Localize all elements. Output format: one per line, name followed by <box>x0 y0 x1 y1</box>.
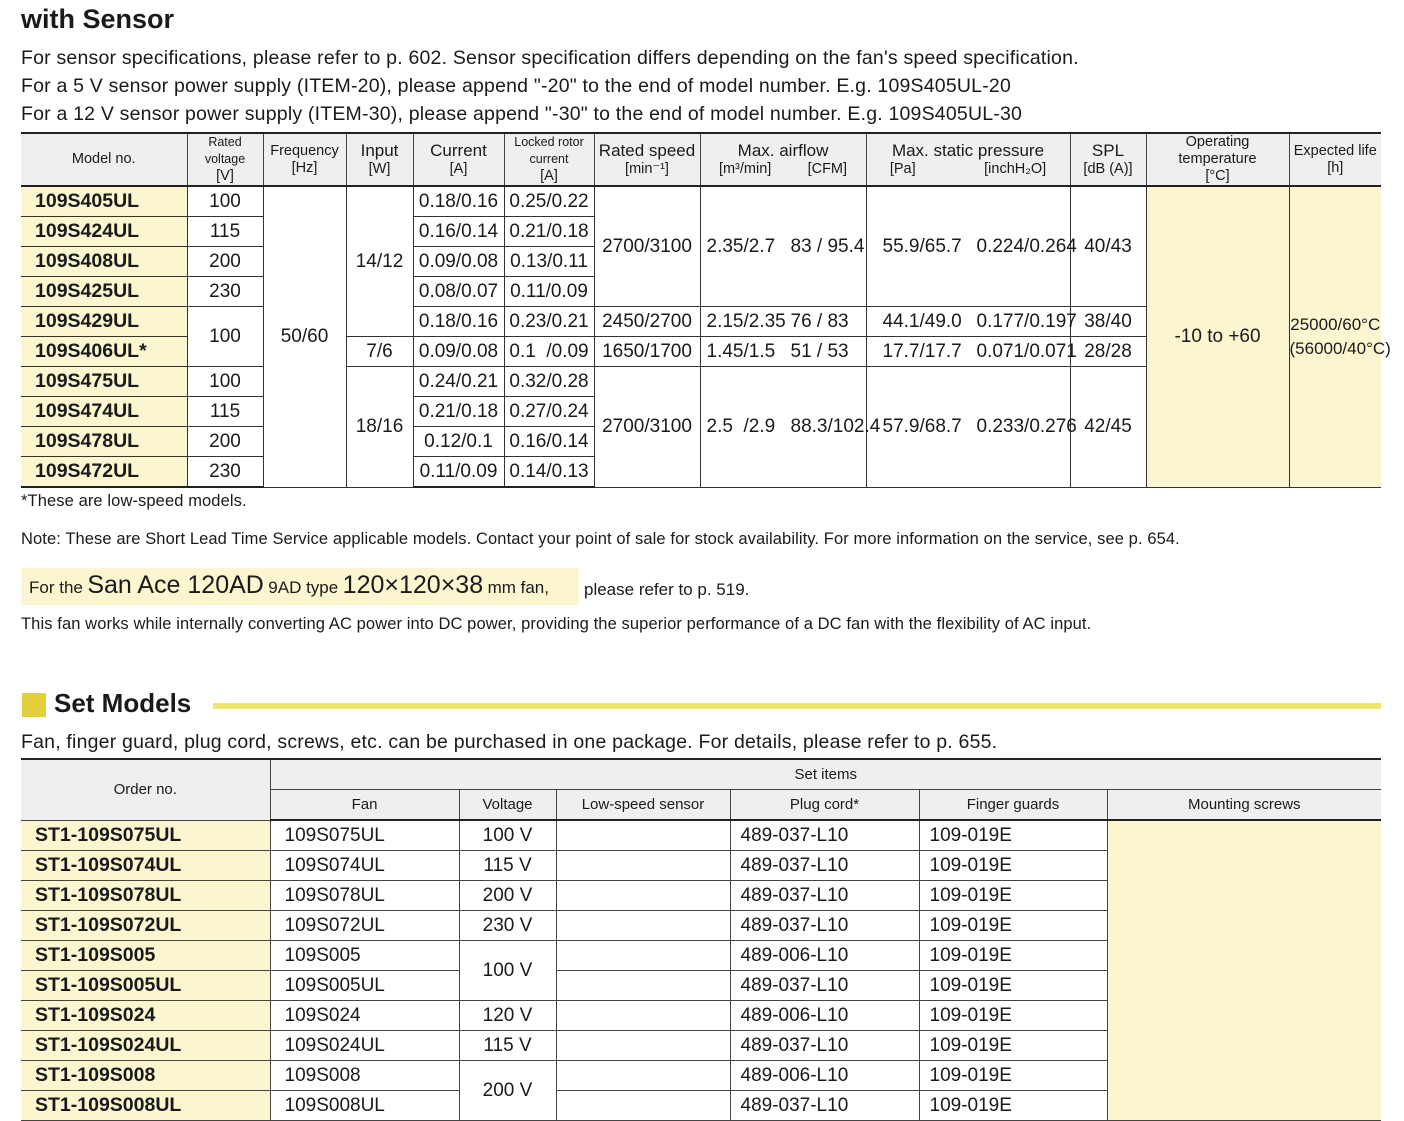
locked-rotor-current: 0.23/0.21 <box>504 307 594 337</box>
locked-rotor-current: 0.13/0.11 <box>504 247 594 277</box>
order-no: ST1-109S008 <box>21 1061 270 1091</box>
rated-voltage: 200 <box>187 247 263 277</box>
low-speed-sensor <box>556 1061 730 1091</box>
plug-cord: 489-037-L10 <box>730 820 919 851</box>
voltage: 100 V <box>459 941 556 1001</box>
header-max-static-pressure: Max. static pressure [Pa] [inchH₂O] <box>866 133 1070 186</box>
input: 7/6 <box>346 337 413 367</box>
current: 0.21/0.18 <box>413 397 504 427</box>
header-fan: Fan <box>270 790 459 821</box>
frequency: 50/60 <box>263 186 346 487</box>
rated-voltage: 115 <box>187 217 263 247</box>
locked-rotor-current: 0.16/0.14 <box>504 427 594 457</box>
model-no: 109S429UL <box>21 307 187 337</box>
finger-guard: 109-019E <box>919 971 1107 1001</box>
voltage: 115 V <box>459 851 556 881</box>
short-lead-time-note: Note: These are Short Lead Time Service applicable models. Contact your point of sale for stock availability. For more information on the service, see p. 654. <box>21 530 1180 548</box>
input: 18/16 <box>346 367 413 488</box>
header-voltage: Voltage <box>459 790 556 821</box>
model-no: 109S478UL <box>21 427 187 457</box>
fan: 109S008 <box>270 1061 459 1091</box>
header-expected-life: Expected life [h] <box>1289 133 1381 186</box>
set-models-heading <box>21 688 1381 724</box>
plug-cord: 489-037-L10 <box>730 1031 919 1061</box>
order-no: ST1-109S005UL <box>21 971 270 1001</box>
operating-temperature: -10 to +60 <box>1146 186 1289 487</box>
locked-rotor-current: 0.32/0.28 <box>504 367 594 397</box>
related-product-reference <box>21 568 579 605</box>
fan: 109S078UL <box>270 881 459 911</box>
max-airflow: 2.35/2.7 83 / 95.4 <box>700 186 866 307</box>
locked-rotor-current: 0.14/0.13 <box>504 457 594 488</box>
header-current: Current [A] <box>413 133 504 186</box>
table-row <box>21 820 1381 851</box>
plug-cord: 489-037-L10 <box>730 851 919 881</box>
order-no: ST1-109S075UL <box>21 820 270 851</box>
max-airflow: 2.15/2.35 76 / 83 <box>700 307 866 337</box>
finger-guard: 109-019E <box>919 1031 1107 1061</box>
plug-cord: 489-037-L10 <box>730 1091 919 1121</box>
rated-speed: 2450/2700 <box>594 307 700 337</box>
plug-cord: 489-037-L10 <box>730 971 919 1001</box>
header-order-no: Order no. <box>21 759 270 820</box>
rated-voltage: 100 <box>187 367 263 397</box>
model-no: 109S425UL <box>21 277 187 307</box>
low-speed-footnote: *These are low-speed models. <box>21 492 247 510</box>
header-finger-guards: Finger guards <box>919 790 1107 821</box>
spl: 38/40 <box>1070 307 1146 337</box>
model-no: 109S405UL <box>21 186 187 217</box>
section-heading: with Sensor <box>21 4 175 34</box>
rated-speed: 2700/3100 <box>594 367 700 488</box>
locked-rotor-current: 0.21/0.18 <box>504 217 594 247</box>
table-row <box>21 186 1381 217</box>
finger-guard: 109-019E <box>919 851 1107 881</box>
header-rated-speed: Rated speed [min⁻¹] <box>594 133 700 186</box>
section-rule <box>213 703 1381 709</box>
header-rated-voltage: Rated voltage [V] <box>187 133 263 186</box>
finger-guard: 109-019E <box>919 911 1107 941</box>
header-low-speed-sensor: Low-speed sensor <box>556 790 730 821</box>
current: 0.18/0.16 <box>413 186 504 217</box>
low-speed-sensor <box>556 1001 730 1031</box>
finger-guard: 109-019E <box>919 1061 1107 1091</box>
max-static-pressure: 55.9/65.7 0.224/0.264 <box>866 186 1070 307</box>
order-no: ST1-109S005 <box>21 941 270 971</box>
current: 0.24/0.21 <box>413 367 504 397</box>
locked-rotor-current: 0.25/0.22 <box>504 186 594 217</box>
order-no: ST1-109S072UL <box>21 911 270 941</box>
header-model: Model no. <box>21 133 187 186</box>
set-models-description: Fan, finger guard, plug cord, screws, etc. can be purchased in one package. For details, please refer to p. 655. <box>21 731 998 753</box>
spec-table <box>21 132 1391 488</box>
current: 0.18/0.16 <box>413 307 504 337</box>
intro-line: For sensor specifications, please refer to p. 602. Sensor specification differs depending on the fan's speed specification. <box>21 47 1079 69</box>
finger-guard: 109-019E <box>919 881 1107 911</box>
finger-guard: 109-019E <box>919 1091 1107 1121</box>
fan: 109S008UL <box>270 1091 459 1121</box>
expected-life: 25000/60°C (56000/40°C) <box>1289 186 1381 487</box>
fan: 109S074UL <box>270 851 459 881</box>
order-no: ST1-109S024 <box>21 1001 270 1031</box>
finger-guard: 109-019E <box>919 820 1107 851</box>
fan: 109S005 <box>270 941 459 971</box>
finger-guard: 109-019E <box>919 941 1107 971</box>
spl: 40/43 <box>1070 186 1146 307</box>
current: 0.11/0.09 <box>413 457 504 488</box>
low-speed-sensor <box>556 851 730 881</box>
ref-dimensions: 120×120×38 <box>342 571 484 599</box>
model-no: 109S472UL <box>21 457 187 488</box>
max-static-pressure: 57.9/68.7 0.233/0.276 <box>866 367 1070 488</box>
header-operating-temperature: Operating temperature [°C] <box>1146 133 1289 186</box>
intro-line: For a 12 V sensor power supply (ITEM-30), please append "-30" to the end of model number. E.g. 109S405UL-30 <box>21 103 1023 125</box>
plug-cord: 489-037-L10 <box>730 881 919 911</box>
rated-voltage: 100 <box>187 307 263 367</box>
current: 0.12/0.1 <box>413 427 504 457</box>
rated-voltage: 200 <box>187 427 263 457</box>
voltage: 120 V <box>459 1001 556 1031</box>
voltage: 230 V <box>459 911 556 941</box>
current: 0.09/0.08 <box>413 337 504 367</box>
mounting-screws <box>1107 820 1381 1121</box>
low-speed-sensor <box>556 971 730 1001</box>
voltage: 200 V <box>459 1061 556 1121</box>
set-models-title: Set Models <box>54 688 192 718</box>
model-no: 109S475UL <box>21 367 187 397</box>
ref-text: For the <box>29 578 83 597</box>
order-no: ST1-109S078UL <box>21 881 270 911</box>
order-no: ST1-109S074UL <box>21 851 270 881</box>
voltage: 200 V <box>459 881 556 911</box>
rated-voltage: 100 <box>187 186 263 217</box>
locked-rotor-current: 0.1 /0.09 <box>504 337 594 367</box>
voltage: 100 V <box>459 820 556 851</box>
model-no: 109S406UL* <box>21 337 187 367</box>
header-spl: SPL [dB (A)] <box>1070 133 1146 186</box>
order-no: ST1-109S008UL <box>21 1091 270 1121</box>
low-speed-sensor <box>556 820 730 851</box>
low-speed-sensor <box>556 881 730 911</box>
header-frequency: Frequency [Hz] <box>263 133 346 186</box>
section-square-icon <box>22 693 46 717</box>
plug-cord: 489-037-L10 <box>730 911 919 941</box>
header-plug-cord: Plug cord* <box>730 790 919 821</box>
fan: 109S005UL <box>270 971 459 1001</box>
low-speed-sensor <box>556 1031 730 1061</box>
ref-product-name: San Ace 120AD <box>87 571 264 599</box>
header-mounting-screws: Mounting screws <box>1107 790 1381 821</box>
voltage: 115 V <box>459 1031 556 1061</box>
finger-guard: 109-019E <box>919 1001 1107 1031</box>
spl: 42/45 <box>1070 367 1146 488</box>
max-static-pressure: 17.7/17.7 0.071/0.071 <box>866 337 1070 367</box>
max-airflow: 2.5 /2.9 88.3/102.4 <box>700 367 866 488</box>
fan: 109S024UL <box>270 1031 459 1061</box>
model-no: 109S474UL <box>21 397 187 427</box>
current: 0.09/0.08 <box>413 247 504 277</box>
plug-cord: 489-006-L10 <box>730 941 919 971</box>
header-max-airflow: Max. airflow [m³/min] [CFM] <box>700 133 866 186</box>
low-speed-sensor <box>556 941 730 971</box>
ref-unit: mm fan, <box>487 578 549 597</box>
header-input: Input [W] <box>346 133 413 186</box>
fan: 109S024 <box>270 1001 459 1031</box>
plug-cord: 489-006-L10 <box>730 1061 919 1091</box>
current: 0.08/0.07 <box>413 277 504 307</box>
set-models-table <box>21 758 1381 1121</box>
rated-voltage: 230 <box>187 277 263 307</box>
rated-speed: 1650/1700 <box>594 337 700 367</box>
rated-speed: 2700/3100 <box>594 186 700 307</box>
current: 0.16/0.14 <box>413 217 504 247</box>
input: 14/12 <box>346 186 413 337</box>
low-speed-sensor <box>556 1091 730 1121</box>
rated-voltage: 230 <box>187 457 263 488</box>
locked-rotor-current: 0.11/0.09 <box>504 277 594 307</box>
model-no: 109S424UL <box>21 217 187 247</box>
max-airflow: 1.45/1.5 51 / 53 <box>700 337 866 367</box>
spl: 28/28 <box>1070 337 1146 367</box>
ref-type: 9AD type <box>268 578 339 597</box>
order-no: ST1-109S024UL <box>21 1031 270 1061</box>
rated-voltage: 115 <box>187 397 263 427</box>
ref-page-link[interactable]: please refer to p. 519. <box>584 580 750 599</box>
intro-line: For a 5 V sensor power supply (ITEM-20), please append "-20" to the end of model number. E.g. 109S405UL-20 <box>21 75 1012 97</box>
fan: 109S075UL <box>270 820 459 851</box>
locked-rotor-current: 0.27/0.24 <box>504 397 594 427</box>
plug-cord: 489-006-L10 <box>730 1001 919 1031</box>
ac-dc-note: This fan works while internally converting AC power into DC power, providing the superior performance of a DC fan with the flexibility of AC input. <box>21 615 1092 633</box>
header-set-items: Set items <box>270 759 1381 790</box>
header-locked-rotor-current: Locked rotor current [A] <box>504 133 594 186</box>
model-no: 109S408UL <box>21 247 187 277</box>
low-speed-sensor <box>556 911 730 941</box>
fan: 109S072UL <box>270 911 459 941</box>
max-static-pressure: 44.1/49.0 0.177/0.197 <box>866 307 1070 337</box>
